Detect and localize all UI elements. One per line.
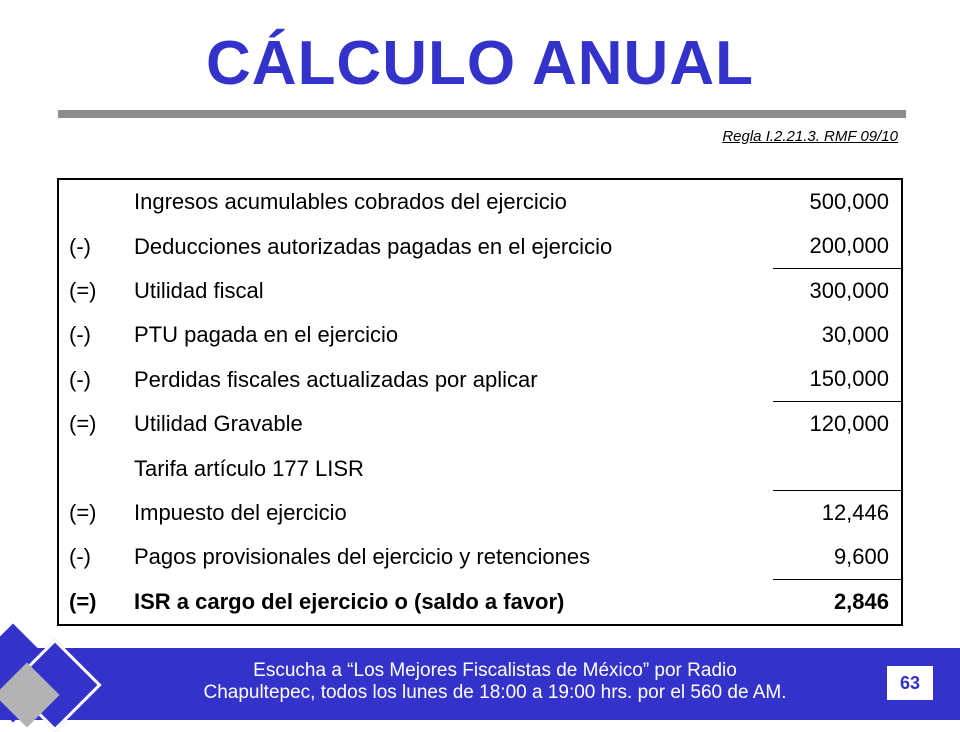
row-description: Deducciones autorizadas pagadas en el ejercicio [134, 233, 613, 259]
table-row [59, 313, 901, 357]
row-amount: 500,000 [809, 189, 889, 215]
row-amount: 2,846 [833, 588, 889, 614]
table-row [59, 269, 901, 313]
table-row [59, 180, 901, 224]
calculation-table [57, 178, 903, 626]
row-description: Utilidad fiscal [134, 278, 264, 304]
row-description: PTU pagada en el ejercicio [134, 322, 399, 348]
row-description: Perdidas fiscales actualizadas por aplicar [134, 366, 538, 392]
row-description: Ingresos acumulables cobrados del ejercicio [134, 189, 567, 215]
table-row [59, 402, 901, 446]
row-amount: 9,600 [773, 535, 901, 579]
row-sign: (-) [69, 233, 91, 259]
row-description: ISR a cargo del ejercicio o (saldo a favor) [134, 588, 565, 614]
row-description: Utilidad Gravable [134, 411, 303, 437]
row-sign: (-) [69, 366, 91, 392]
row-amount: 300,000 [809, 278, 889, 304]
row-description: Pagos provisionales del ejercicio y retenciones [134, 544, 591, 570]
footer-text [95, 660, 895, 704]
table-row [59, 224, 901, 268]
row-amount [773, 446, 901, 490]
row-amount: 150,000 [773, 358, 901, 402]
row-amount: 12,446 [821, 500, 889, 526]
row-amount: 30,000 [821, 322, 889, 348]
row-sign: (-) [69, 322, 91, 348]
row-description: Impuesto del ejercicio [134, 500, 347, 526]
footer-line-1: Escucha a “Los Mejores Fiscalistas de México” por Radio [253, 660, 737, 681]
row-description: Tarifa artículo 177 LISR [134, 455, 364, 481]
row-sign: (=) [69, 411, 97, 437]
table-row [59, 358, 901, 402]
footer-line-2: Chapultepec, todos los lunes de 18:00 a 19:00 hrs. por el 560 de AM. [203, 682, 787, 703]
row-sign: (=) [69, 278, 97, 304]
rule-reference: Regla I.2.21.3. RMF 09/10 [722, 128, 898, 145]
row-amount: 120,000 [809, 411, 889, 437]
row-sign: (=) [69, 588, 97, 614]
table-row [59, 535, 901, 579]
table-row [59, 446, 901, 490]
page-title: CÁLCULO ANUAL [206, 29, 754, 98]
table-row [59, 491, 901, 535]
row-sign: (=) [69, 500, 97, 526]
row-sign: (-) [69, 544, 91, 570]
row-amount: 200,000 [773, 224, 901, 268]
title-divider [58, 110, 906, 118]
page-number: 63 [885, 664, 935, 702]
table-row-total [59, 580, 901, 624]
